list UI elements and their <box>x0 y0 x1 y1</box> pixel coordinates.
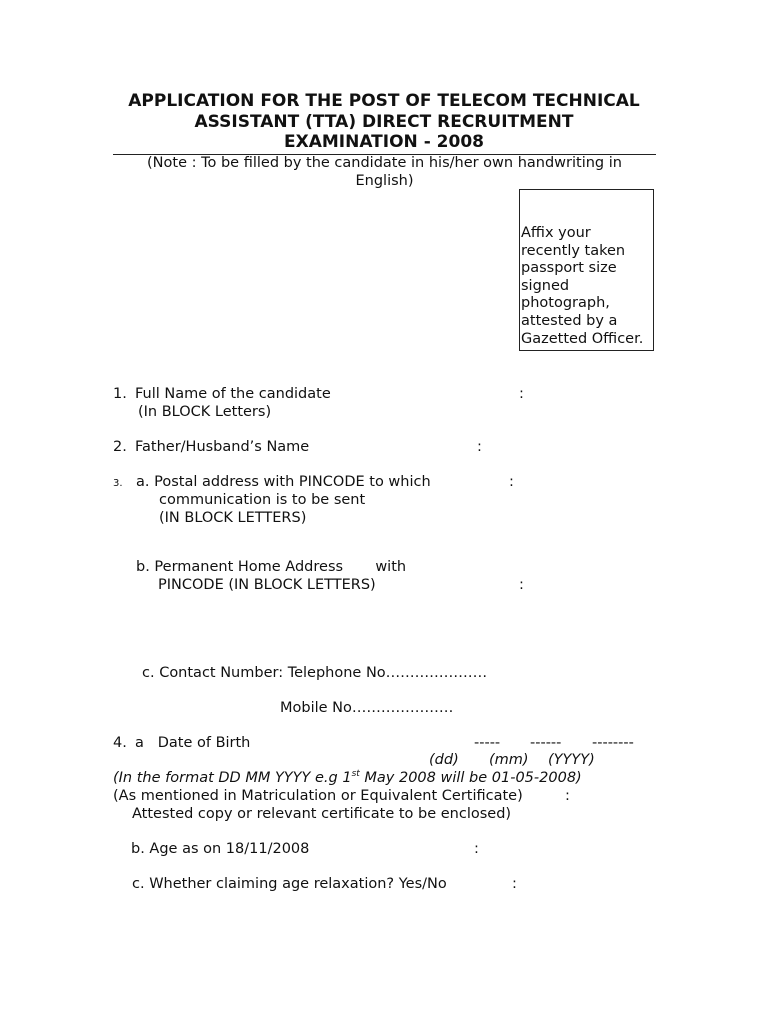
q3a-colon: : <box>509 474 514 490</box>
dob-mentioned-note: (As mentioned in Matriculation or Equivalent Certificate) <box>113 788 523 804</box>
q1-colon: : <box>519 386 524 402</box>
q1-sublabel: (In BLOCK Letters) <box>138 404 272 420</box>
dob-mm-blank: ------ <box>530 735 562 751</box>
q1-number: 1. <box>113 386 127 402</box>
photo-instruction: Affix your recently taken passport size signed photograph, attested by a Gazetted Officer. <box>521 225 644 347</box>
q4c-label: c. Whether claiming age relaxation? Yes/No <box>132 876 447 892</box>
instruction-note <box>113 154 656 190</box>
q3a-label: a. Postal address with PINCODE to which <box>136 474 431 490</box>
q3b-label: b. Permanent Home Address with <box>136 559 407 575</box>
q3b-colon: : <box>519 577 524 593</box>
form-title <box>100 91 668 153</box>
dob-yyyy-hint: (YYYY) <box>548 752 595 768</box>
dob-format-pre: (In the format DD MM YYYY e.g 1 <box>113 770 352 786</box>
title-line-3: EXAMINATION - 2008 <box>284 132 484 152</box>
q4-number: 4. <box>113 735 127 751</box>
q4c-colon: : <box>512 876 517 892</box>
dob-dd-hint: (dd) <box>429 752 459 768</box>
q3a-line-3: (IN BLOCK LETTERS) <box>159 510 307 526</box>
q4b-colon: : <box>474 841 479 857</box>
dob-format-post: May 2008 will be 01-05-2008) <box>359 770 582 786</box>
q3c-mobile: Mobile No………………… <box>280 700 454 716</box>
q3-number: 3. <box>113 478 123 489</box>
dob-format-sup: st <box>351 769 360 780</box>
note-line-2: English) <box>355 173 414 189</box>
note-line-1: (Note : To be filled by the candidate in his/her own handwriting in <box>147 155 622 171</box>
q3c-telephone: c. Contact Number: Telephone No………………… <box>142 665 488 681</box>
dob-format-note <box>113 769 582 787</box>
title-line-2: ASSISTANT (TTA) DIRECT RECRUITMENT <box>194 111 574 132</box>
q1-label: Full Name of the candidate <box>135 386 331 402</box>
dob-mm-hint: (mm) <box>489 752 529 768</box>
q3b-line-2: PINCODE (IN BLOCK LETTERS) <box>158 577 376 593</box>
q4b-label: b. Age as on 18/11/2008 <box>131 841 310 857</box>
dob-dd-blank: ----- <box>474 735 501 751</box>
photo-affix-box <box>519 189 654 351</box>
dob-colon: : <box>565 788 570 804</box>
q2-label: Father/Husband’s Name <box>135 439 310 455</box>
q2-colon: : <box>477 439 482 455</box>
q3a-line-2: communication is to be sent <box>159 492 366 508</box>
title-line-1: APPLICATION FOR THE POST OF TELECOM TECHNICAL <box>128 91 640 111</box>
dob-yyyy-blank: -------- <box>592 735 634 751</box>
q4a-label: a Date of Birth <box>135 735 251 751</box>
q2-number: 2. <box>113 439 127 455</box>
dob-attested-note: Attested copy or relevant certificate to be enclosed) <box>132 806 512 822</box>
